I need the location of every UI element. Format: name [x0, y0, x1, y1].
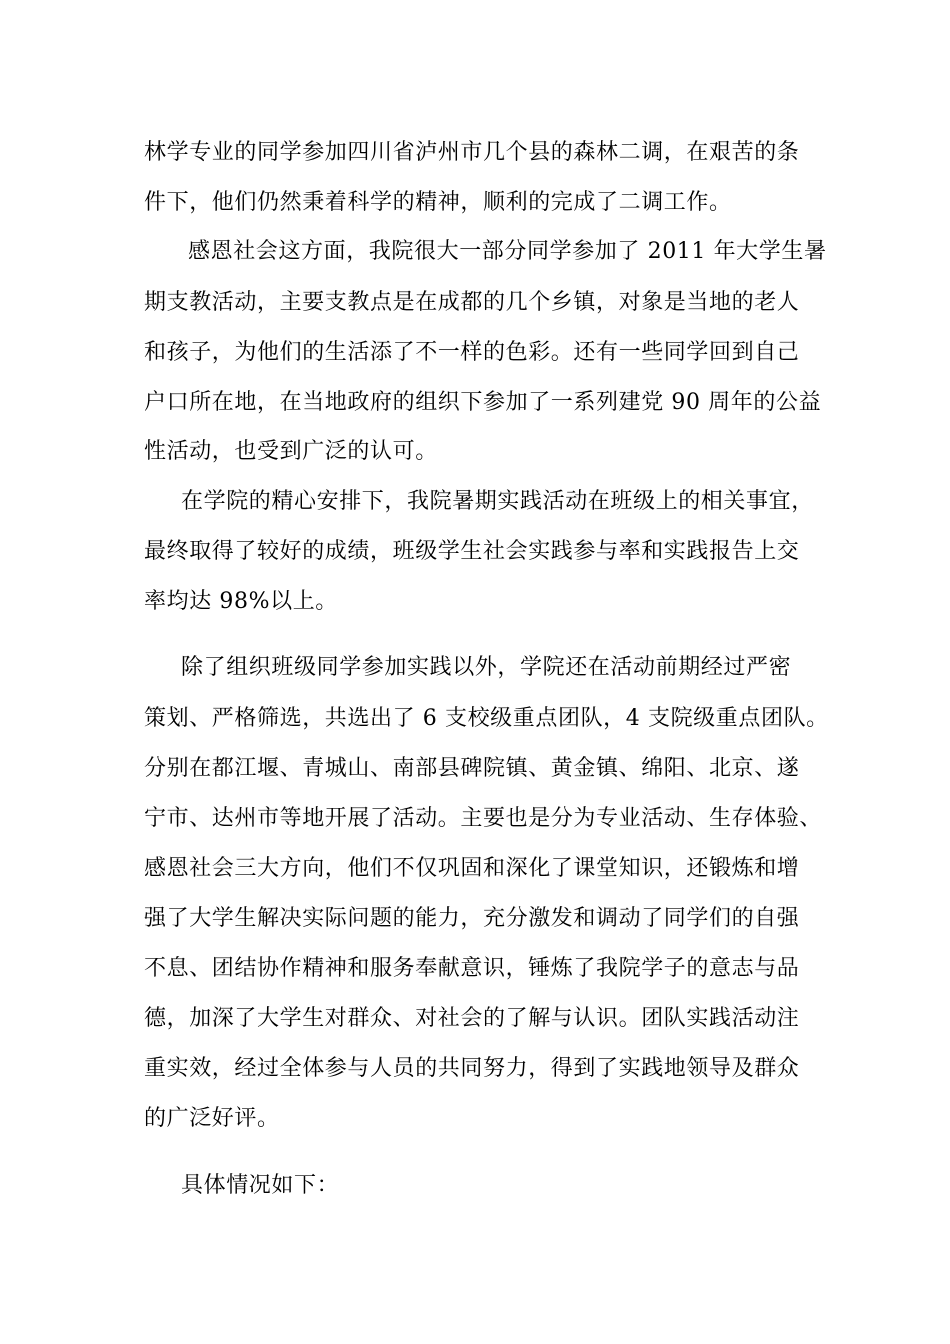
text-line: 期支教活动，主要支教点是在成都的几个乡镇，对象是当地的老人: [144, 290, 800, 315]
text-line: 户口所在地，在当地政府的组织下参加了一系列建党 90 周年的公益: [144, 390, 822, 415]
text-line: 感恩社会三大方向，他们不仅巩固和深化了课堂知识，还锻炼和增: [144, 856, 800, 881]
text-line: 感恩社会这方面，我院很大一部分同学参加了 2011 年大学生暑: [188, 239, 827, 264]
text-line: 策划、严格筛选，共选出了 6 支校级重点团队，4 支院级重点团队。: [144, 706, 829, 731]
text-line: 和孩子，为他们的生活添了不一样的色彩。还有一些同学回到自己: [144, 340, 800, 365]
text-line: 德，加深了大学生对群众、对社会的了解与认识。团队实践活动注: [144, 1006, 800, 1031]
text-line: 最终取得了较好的成绩，班级学生社会实践参与率和实践报告上交: [144, 539, 800, 564]
text-line: 除了组织班级同学参加实践以外，学院还在活动前期经过严密: [181, 655, 792, 680]
text-line: 的广泛好评。: [144, 1106, 280, 1131]
text-line: 在学院的精心安排下，我院暑期实践活动在班级上的相关事宜，: [181, 489, 814, 514]
text-line: 不息、团结协作精神和服务奉献意识，锤炼了我院学子的意志与品: [144, 956, 800, 981]
text-line: 重实效，经过全体参与人员的共同努力，得到了实践地领导及群众: [144, 1056, 800, 1081]
text-line: 强了大学生解决实际问题的能力，充分激发和调动了同学们的自强: [144, 906, 800, 931]
text-line: 件下，他们仍然秉着科学的精神，顺利的完成了二调工作。: [144, 190, 732, 215]
text-line: 具体情况如下：: [181, 1173, 340, 1198]
text-line: 性活动，也受到广泛的认可。: [144, 439, 438, 464]
text-line: 分别在都江堰、青城山、南部县碑院镇、黄金镇、绵阳、北京、遂: [144, 756, 800, 781]
text-line: 林学专业的同学参加四川省泸州市几个县的森林二调，在艰苦的条: [144, 140, 800, 165]
text-line: 率均达 98%以上。: [144, 589, 338, 614]
text-line: 宁市、达州市等地开展了活动。主要也是分为专业活动、生存体验、: [144, 806, 823, 831]
